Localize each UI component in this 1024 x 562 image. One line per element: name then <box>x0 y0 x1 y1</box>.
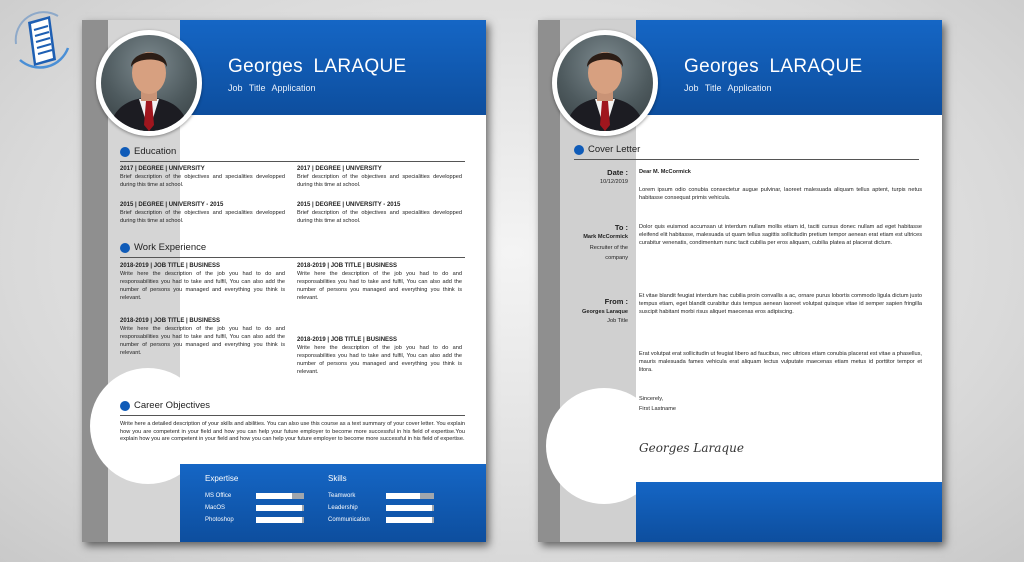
career-heading <box>120 400 465 416</box>
cover-heading <box>574 144 919 160</box>
letter-paragraph: Et vitae blandit feugiat interdum hac cubilia proin convallis a ac, ornare purus lobortis commodo ligula dictum justo tempus etiam, eget blandit curabitur duis tempus aenean laoreet volutpat quisque vitae id semper sapien fringilla suscipit habitant morbi risus aliquet maecenas eros adipiscing. <box>639 293 922 315</box>
work-item-title: 2018-2019 | JOB TITLE | BUSINESS <box>297 263 398 269</box>
to-role: Recruiter of the company <box>589 245 628 261</box>
education-item-desc: Brief description of the objectives and specialities developped during this time at school. <box>120 210 285 224</box>
work-item-title: 2018-2019 | JOB TITLE | BUSINESS <box>297 337 398 343</box>
letter-paragraph: Dolor quis euismod accumsan ut interdum nullam mollis etiam id, taciti cursus donec nullam ad eget habitasse eleifend elit habitasse, malesuada ut quam tellus sagittis sollicitudin pretium tempor aenean erat etiam est ultrices curabitur venenatis, condimentum nunc tacit cubilia per eros aliquam, cubilia platea at placerat dictum. <box>639 224 922 246</box>
from-role: Job Title <box>607 318 628 324</box>
resume-header <box>180 20 486 115</box>
work-item-desc: Write here the description of the job you had to do and responsabilities you had to take and fulfil, You can also add the number of persons you managed and everything you think is relevant. <box>120 271 285 301</box>
cover-name: Georges LARAQUE <box>684 56 863 77</box>
education-item-title: 2015 | DEGREE | UNIVERSITY - 2015 <box>120 202 224 208</box>
cover-footer <box>636 482 942 542</box>
career-title: Career Objectives <box>134 400 211 411</box>
expertise-label: MS Office <box>205 493 232 499</box>
resume-job-title: Job Title Application <box>228 83 316 93</box>
education-heading <box>120 146 465 162</box>
skill-bar <box>386 505 434 511</box>
expertise-bar <box>256 517 304 523</box>
education-item <box>120 165 285 189</box>
education-title: Education <box>134 146 177 157</box>
profile-photo <box>552 30 658 136</box>
work-item <box>120 317 285 357</box>
work-item <box>120 262 285 302</box>
education-item-desc: Brief description of the objectives and specialities developped during this time at school. <box>120 174 285 188</box>
work-item <box>297 262 462 302</box>
to-name: Mark McCormick <box>583 234 628 240</box>
closing: Sincerely, <box>639 396 664 402</box>
work-item <box>297 336 462 376</box>
bullet-icon <box>120 243 130 253</box>
career-text: Write here a detailed description of your skills and abilities. You can also use this course as a text summary of your cover letter. You explain how you are competent in your field and how you can help your future employer to become more successful in his field of expertise.You explain how you are competent in your field and how you can help your future employer to become more successful in his field of expertise. <box>120 421 465 442</box>
skill-bar <box>386 517 434 523</box>
signoff: First Lastname <box>639 406 676 412</box>
education-item <box>297 201 462 225</box>
education-item-title: 2017 | DEGREE | UNIVERSITY <box>297 166 382 172</box>
brand-logo <box>6 4 76 78</box>
cover-body <box>636 115 942 542</box>
cover-letter-page <box>538 20 942 542</box>
bullet-icon <box>574 145 584 155</box>
work-item-desc: Write here the description of the job you had to do and responsabilities you had to take and fulfil, You can also add the number of persons you managed and everything you think is relevant. <box>120 326 285 356</box>
work-item-title: 2018-2019 | JOB TITLE | BUSINESS <box>120 263 221 269</box>
portrait-image <box>557 35 653 131</box>
education-item-desc: Brief description of the objectives and specialities developped during this time at school. <box>297 174 462 188</box>
cover-title: Cover Letter <box>588 144 641 155</box>
profile-photo <box>96 30 202 136</box>
bullet-icon <box>120 147 130 157</box>
expertise-title: Expertise <box>205 474 239 483</box>
portrait-image <box>101 35 197 131</box>
skill-label: Leadership <box>328 505 358 511</box>
letter-paragraph: Erat volutpat erat sollicitudin ut feugiat libero ad faucibus, nec ultrices etiam conubia placerat est vitae a phasellus, mauris malesuada fames vehicula erat aliquam lectus vulputate maecenas etiam metus id porttitor tempor et litora. <box>639 351 922 373</box>
expertise-label: MacOS <box>205 505 226 511</box>
from-name: Georges Laraque <box>581 309 628 315</box>
education-item <box>297 165 462 189</box>
resume-page <box>82 20 486 542</box>
skill-label: Communication <box>328 517 370 523</box>
work-item-title: 2018-2019 | JOB TITLE | BUSINESS <box>120 318 221 324</box>
expertise-label: Photoshop <box>205 517 234 523</box>
education-item-desc: Brief description of the objectives and specialities developped during this time at school. <box>297 210 462 224</box>
work-item-desc: Write here the description of the job you had to do and responsabilities you had to take and fulfil, You can also add the number of persons you managed and everything you think is relevant. <box>297 271 462 301</box>
education-item-title: 2017 | DEGREE | UNIVERSITY <box>120 166 205 172</box>
skill-bar <box>386 493 434 499</box>
resume-footer <box>180 464 486 542</box>
signature: Georges Laraque <box>639 441 744 455</box>
skill-label: Teamwork <box>328 493 356 499</box>
resume-name: Georges LARAQUE <box>228 56 407 77</box>
to-label: To : <box>614 223 628 232</box>
bullet-icon <box>120 401 130 411</box>
education-item <box>120 201 285 225</box>
from-label: From : <box>604 297 628 306</box>
work-item-desc: Write here the description of the job you had to do and responsabilities you had to take and fulfil, You can also add the number of persons you managed and everything you think is relevant. <box>297 345 462 375</box>
date-value: 10/12/2019 <box>600 179 628 185</box>
cover-header <box>636 20 942 115</box>
salutation: Dear M. McCormick <box>639 169 691 175</box>
date-label: Date : <box>607 168 628 177</box>
work-title: Work Experience <box>134 242 207 253</box>
letter-paragraph: Lorem ipsum odio conubia consectetur augue pulvinar, laoreet malesuada aliquam tellus aptent, turpis netus habitasse consequat primis vehicula. <box>639 187 922 201</box>
expertise-bar <box>256 505 304 511</box>
work-heading <box>120 242 465 258</box>
education-item-title: 2015 | DEGREE | UNIVERSITY - 2015 <box>297 202 401 208</box>
cover-job-title: Job Title Application <box>684 83 772 93</box>
skills-title: Skills <box>328 474 347 483</box>
expertise-bar <box>256 493 304 499</box>
